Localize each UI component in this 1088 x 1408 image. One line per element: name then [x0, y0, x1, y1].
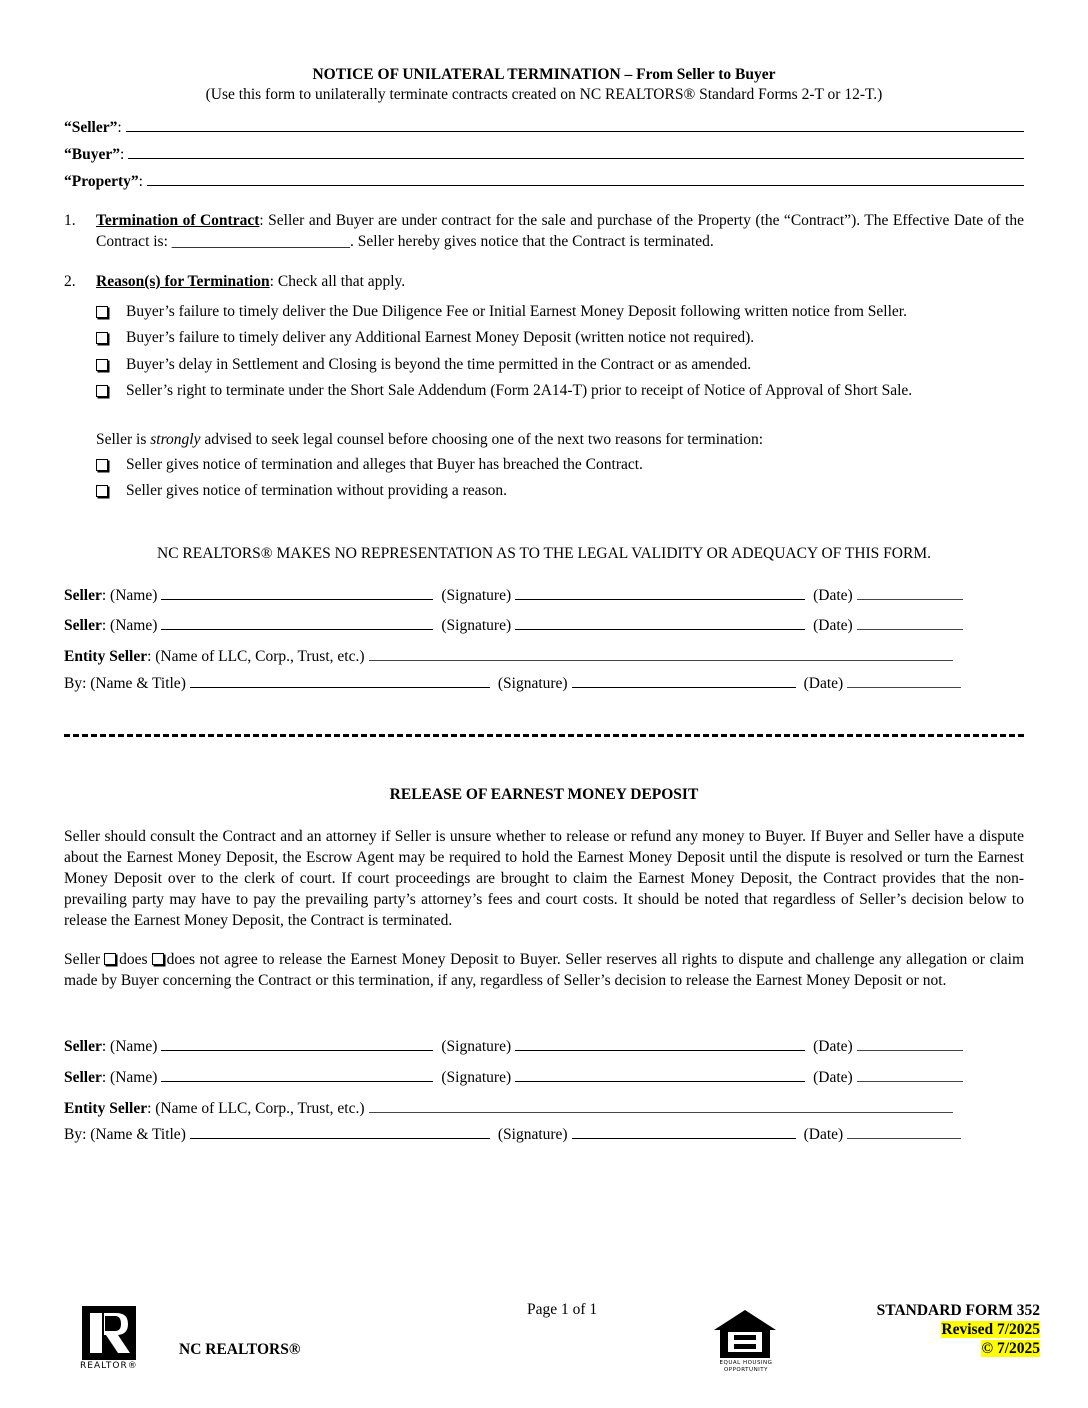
realtor-logo-icon [82, 1306, 136, 1360]
seller-date-input[interactable] [857, 1036, 963, 1051]
entity-by-row: By: (Name & Title) (Signature) (Date) [64, 673, 965, 693]
form-number: STANDARD FORM 352 [876, 1302, 1040, 1319]
seller-label: “Seller” [64, 119, 118, 136]
by-date-input[interactable] [847, 673, 961, 688]
section-heading: Reason(s) for Termination [96, 273, 270, 290]
does-release-checkbox[interactable] [104, 953, 116, 965]
entity-name-input[interactable] [369, 646, 953, 661]
section-number: 2. [64, 273, 76, 290]
realtor-logo-caption: REALTOR® [80, 1361, 138, 1371]
seller-date-input[interactable] [857, 615, 963, 630]
reason-item [96, 382, 1036, 400]
release-title: RELEASE OF EARNEST MONEY DEPOSIT [389, 786, 699, 803]
copyright-date: © 7/2025 [981, 1340, 1040, 1357]
reason-item [96, 329, 1036, 347]
by-signature-input[interactable] [572, 673, 796, 688]
buyer-input[interactable] [128, 144, 1024, 159]
seller-signature-row: Seller : (Name) (Signature) (Date) [64, 1067, 967, 1087]
reason-checkbox[interactable] [96, 485, 108, 497]
page-number: Page 1 of 1 [527, 1301, 598, 1318]
revised-date: Revised 7/2025 [941, 1321, 1040, 1338]
legal-reason-item [96, 482, 1036, 500]
seller-name-input[interactable] [161, 585, 433, 600]
section-text-a: : Seller and Buyer are under contract for the sale and purchase of the Property (the “Contract”). The Effective Date of the Contract is: [96, 212, 1024, 250]
reason-label: Buyer’s failure to timely deliver any Additional Earnest Money Deposit (written notice not required). [126, 329, 755, 346]
entity-by-row: By: (Name & Title) (Signature) (Date) [64, 1124, 965, 1144]
seller-signature-input[interactable] [515, 615, 805, 630]
section-termination-of-contract [64, 210, 1024, 252]
entity-name-input[interactable] [369, 1098, 953, 1113]
reason-checkbox[interactable] [96, 459, 108, 471]
section-number: 1. [64, 212, 76, 229]
buyer-field-row: “Buyer”: [64, 144, 1024, 164]
section-reasons-heading [64, 273, 405, 291]
effective-date-input[interactable]: _______________________ [171, 233, 351, 250]
equal-housing-caption: EQUAL HOUSING OPPORTUNITY [719, 1360, 773, 1373]
seller-name-input[interactable] [161, 615, 433, 630]
seller-input[interactable] [126, 117, 1024, 132]
property-field-row: “Property”: [64, 171, 1024, 191]
section-intro: : Check all that apply. [269, 273, 406, 290]
seller-date-input[interactable] [857, 1067, 963, 1082]
reason-checkbox[interactable] [96, 385, 108, 397]
by-name-title-input[interactable] [190, 673, 490, 688]
reason-label: Seller’s right to terminate under the Short Sale Addendum (Form 2A14-T) prior to receipt of Notice of Approval of Short Sale. [126, 382, 913, 399]
legal-counsel-advice: Seller is strongly advised to seek legal counsel before choosing one of the next two reasons for termination: [96, 431, 764, 448]
reason-item [96, 356, 1036, 374]
seller-name-input[interactable] [161, 1036, 433, 1051]
reason-checkbox[interactable] [96, 359, 108, 371]
by-date-input[interactable] [847, 1124, 961, 1139]
buyer-label: “Buyer” [64, 146, 120, 163]
seller-signature-row: Seller : (Name) (Signature) (Date) [64, 585, 967, 605]
reason-item [96, 303, 1036, 321]
reason-label: Seller gives notice of termination and alleges that Buyer has breached the Contract. [126, 456, 643, 473]
does-not-release-checkbox[interactable] [152, 953, 164, 965]
entity-seller-row: Entity Seller : (Name of LLC, Corp., Trust, etc.) [64, 1098, 957, 1118]
cut-line-divider [64, 734, 1024, 737]
seller-signature-row: Seller : (Name) (Signature) (Date) [64, 1036, 967, 1056]
seller-signature-row: Seller : (Name) (Signature) (Date) [64, 615, 967, 635]
property-label: “Property” [64, 173, 139, 190]
seller-signature-input[interactable] [515, 1067, 805, 1082]
reason-checkbox[interactable] [96, 306, 108, 318]
legal-reason-item [96, 456, 1036, 474]
entity-seller-row: Entity Seller : (Name of LLC, Corp., Trust, etc.) [64, 646, 957, 666]
reason-label: Buyer’s failure to timely deliver the Due Diligence Fee or Initial Earnest Money Deposit following written notice from Seller. [126, 303, 907, 320]
section-text-b: . Seller hereby gives notice that the Contract is terminated. [350, 233, 714, 250]
reason-label: Buyer’s delay in Settlement and Closing is beyond the time permitted in the Contract or as amended. [126, 356, 752, 373]
seller-date-input[interactable] [857, 585, 963, 600]
by-signature-input[interactable] [572, 1124, 796, 1139]
disclaimer: NC REALTORS® MAKES NO REPRESENTATION AS TO THE LEGAL VALIDITY OR ADEQUACY OF THIS FORM. [157, 545, 931, 562]
footer-org: NC REALTORS® [179, 1341, 301, 1358]
seller-signature-input[interactable] [515, 1036, 805, 1051]
seller-name-input[interactable] [161, 1067, 433, 1082]
section-heading: Termination of Contract [96, 212, 260, 229]
release-decision: Seller does does not agree to release the Earnest Money Deposit to Buyer. Seller reserves all rights to dispute and challenge any allegation or claim made by Buyer concerning the Contract or this termination, if any, regardless of Seller’s decision to release the Earnest Money Deposit or not. [64, 951, 1024, 989]
reason-label: Seller gives notice of termination without providing a reason. [126, 482, 507, 499]
by-name-title-input[interactable] [190, 1124, 490, 1139]
reason-checkbox[interactable] [96, 332, 108, 344]
property-input[interactable] [147, 171, 1024, 186]
release-paragraph: Seller should consult the Contract and an attorney if Seller is unsure whether to release or refund any money to Buyer. If Buyer and Seller have a dispute about the Earnest Money Deposit, the Escrow Agent may be required to hold the Earnest Money Deposit until the dispute is resolved or turn the Earnest Money Deposit over to the clerk of court. If court proceedings are brought to claim the Earnest Money Deposit, the Contract provides that the non-prevailing party may have to pay the prevailing party’s attorney’s fees and court costs. It should be noted that regardless of Seller’s decision below to release the Earnest Money Deposit, the Contract is terminated. [64, 828, 1024, 929]
form-subtitle: (Use this form to unilaterally terminate contracts created on NC REALTORS® Standard Forms 2-T or 12-T.) [205, 86, 883, 103]
form-id-block [877, 1301, 1040, 1358]
form-title: NOTICE OF UNILATERAL TERMINATION – From Seller to Buyer [312, 66, 776, 83]
seller-field-row: “Seller”: [64, 117, 1024, 137]
emphasis-strongly: strongly [150, 431, 201, 448]
seller-signature-input[interactable] [515, 585, 805, 600]
